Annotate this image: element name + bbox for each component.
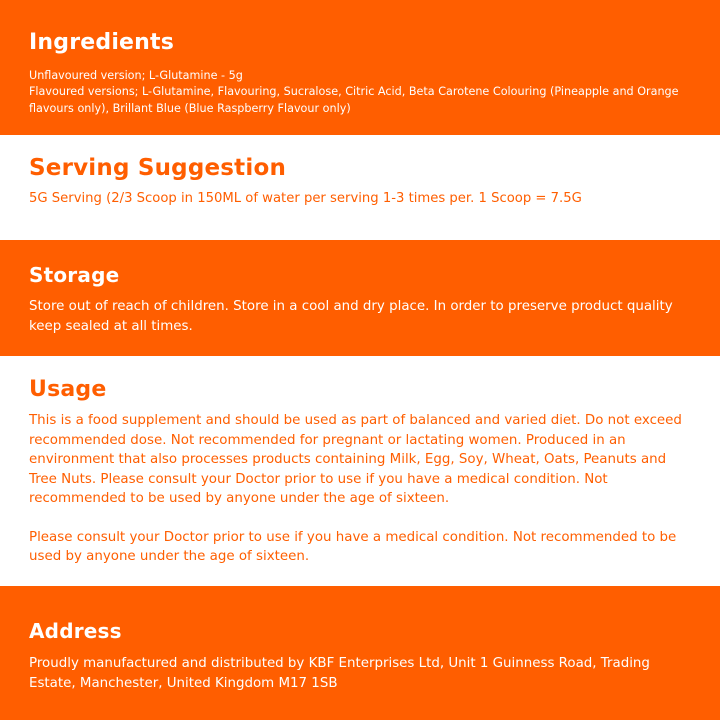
usage-section	[0, 356, 720, 586]
usage-heading: Usage	[29, 377, 107, 402]
address-heading: Address	[29, 619, 122, 643]
ingredients-heading: Ingredients	[29, 30, 175, 55]
ingredients-unflavoured-text: Unflavoured version; L-Glutamine - 5g	[29, 69, 243, 82]
storage-text: Store out of reach of children. Store in a cool and dry place. In order to preserve product quality keep sealed at all times.	[29, 299, 673, 334]
serving-suggestion-section	[0, 135, 720, 240]
serving-suggestion-heading: Serving Suggestion	[29, 155, 287, 181]
address-text: Proudly manufactured and distributed by KBF Enterprises Ltd, Unit 1 Guinness Road, Trading Estate, Manchester, United Kingdom M17 1SB	[29, 656, 650, 691]
ingredients-flavoured-text: Flavoured versions; L-Glutamine, Flavouring, Sucralose, Citric Acid, Beta Carotene Colouring (Pineapple and Orange flavours only), Brillant Blue (Blue Raspberry Flavour only)	[29, 85, 679, 115]
usage-paragraph-1: This is a food supplement and should be used as part of balanced and varied diet. Do not exceed recommended dose. Not recommended for pregnant or lactating women. Produced in an environment that also processes products containing Milk, Egg, Soy, Wheat, Oats, Peanuts and Tree Nuts. Please consult your Doctor prior to use if you have a medical condition. Not recommended to be used by anyone under the age of sixteen.	[29, 413, 682, 506]
storage-heading: Storage	[29, 263, 120, 287]
ingredients-section	[0, 0, 720, 135]
usage-paragraph-2: Please consult your Doctor prior to use if you have a medical condition. Not recommended to be used by anyone under the age of sixteen.	[29, 529, 677, 564]
serving-suggestion-text: 5G Serving (2/3 Scoop in 150ML of water per serving 1-3 times per. 1 Scoop = 7.5G	[29, 191, 582, 206]
address-section	[0, 586, 720, 720]
storage-section	[0, 240, 720, 356]
